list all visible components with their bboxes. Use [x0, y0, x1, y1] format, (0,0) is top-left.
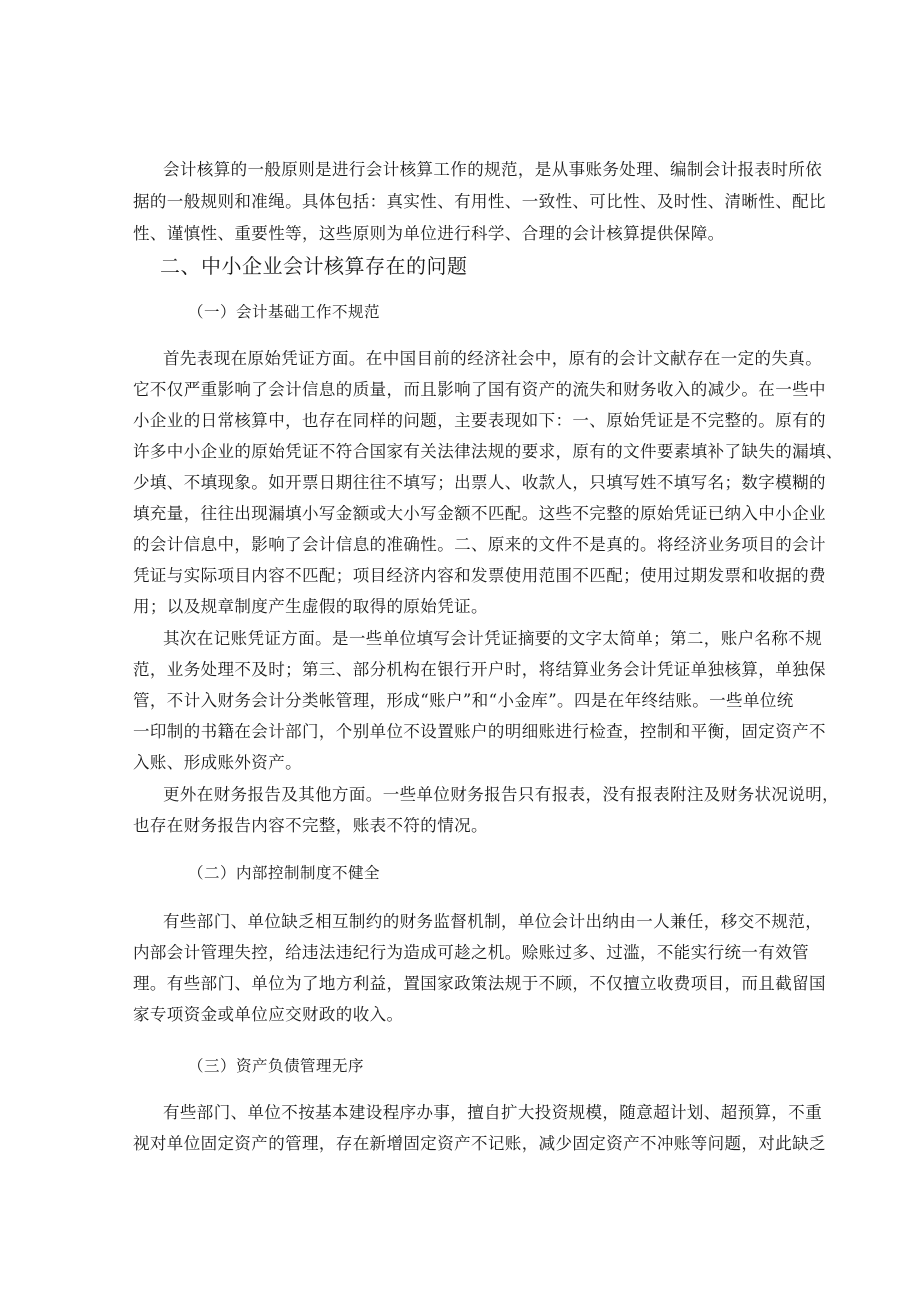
paragraph-line: 视对单位固定资产的管理，存在新增固定资产不记账，减少固定资产不冲账等问题，对此缺乏 [133, 1134, 826, 1153]
paragraph-line: 用；以及规章制度产生虚假的取得的原始凭证。 [133, 597, 488, 616]
paragraph-line: 内部会计管理失控，给违法违纪行为造成可趁之机。赊账过多、过滥，不能实行统一有效管 [133, 943, 809, 962]
paragraph-line: 管，不计入财务会计分类帐管理，形成“账户”和“小金库”。四是在年终结账。一些单位统 [133, 691, 794, 710]
paragraph-line: 填充量，往往出现漏填小写金额或大小写金额不匹配。这些不完整的原始凭证已纳入中小企业 [133, 504, 826, 523]
paragraph-line: 凭证与实际项目内容不匹配；项目经济内容和发票使用范围不匹配；使用过期发票和收据的费 [133, 566, 826, 585]
paragraph-line: 家专项资金或单位应交财政的收入。 [133, 1005, 404, 1024]
subsection-title: （二）内部控制制度不健全 [188, 864, 381, 882]
intro-line: 性、谨慎性、重要性等，这些原则为单位进行科学、合理的会计核算提供保障。 [133, 224, 725, 243]
paragraph-line: 范，业务处理不及时；第三、部分机构在银行开户时，将结算业务会计凭证单独核算，单独保 [133, 660, 826, 679]
paragraph-line: 许多中小企业的原始凭证不符合国家有关法律法规的要求，原有的文件要素填补了缺失的漏填、 [133, 442, 843, 461]
paragraph-line: 一印制的书籍在会计部门，个别单位不设置账户的明细账进行检查，控制和平衡，固定资产不 [133, 722, 826, 741]
paragraph-line: 首先表现在原始凭证方面。在中国目前的经济社会中，原有的会计文献存在一定的失真。 [163, 349, 823, 368]
intro-line: 会计核算的一般原则是进行会计核算工作的规范，是从事账务处理、编制会计报表时所依 [163, 160, 823, 179]
paragraph-line: 有些部门、单位缺乏相互制约的财务监督机制，单位会计出纳由一人兼任，移交不规范， [163, 912, 823, 931]
paragraph-line: 也存在财务报告内容不完整，账表不符的情况。 [133, 816, 488, 835]
intro-line: 据的一般规则和准绳。具体包括：真实性、有用性、一致性、可比性、及时性、清晰性、配比 [133, 192, 826, 211]
paragraph-line: 入账、形成账外资产。 [133, 753, 302, 772]
paragraph-line: 更外在财务报告及其他方面。一些单位财务报告只有报表，没有报表附注及财务状况说明， [163, 785, 839, 804]
paragraph-line: 有些部门、单位不按基本建设程序办事，擅自扩大投资规模，随意超计划、超预算，不重 [163, 1103, 823, 1122]
paragraph-line: 理。有些部门、单位为了地方利益，置国家政策法规于不顾，不仅擅立收费项目，而且截留国 [133, 974, 826, 993]
paragraph-line: 其次在记账凭证方面。是一些单位填写会计凭证摘要的文字太简单；第二，账户名称不规 [163, 629, 823, 648]
subsection-title: （三）资产负债管理无序 [188, 1057, 365, 1075]
paragraph-line: 它不仅严重影响了会计信息的质量，而且影响了国有资产的流失和财务收入的减少。在一些中 [133, 380, 826, 399]
paragraph-line: 少填、不填现象。如开票日期往往不填写；出票人、收款人，只填写姓不填写名；数字模糊的 [133, 473, 826, 492]
paragraph-line: 的会计信息中，影响了会计信息的准确性。二、原来的文件不是真的。将经济业务项目的会计 [133, 535, 826, 554]
paragraph-line: 小企业的日常核算中，也存在同样的问题，主要表现如下：一、原始凭证是不完整的。原有的 [133, 411, 826, 430]
section-heading: 二、中小企业会计核算存在的问题 [160, 254, 468, 278]
subsection-title: （一）会计基础工作不规范 [188, 303, 381, 321]
